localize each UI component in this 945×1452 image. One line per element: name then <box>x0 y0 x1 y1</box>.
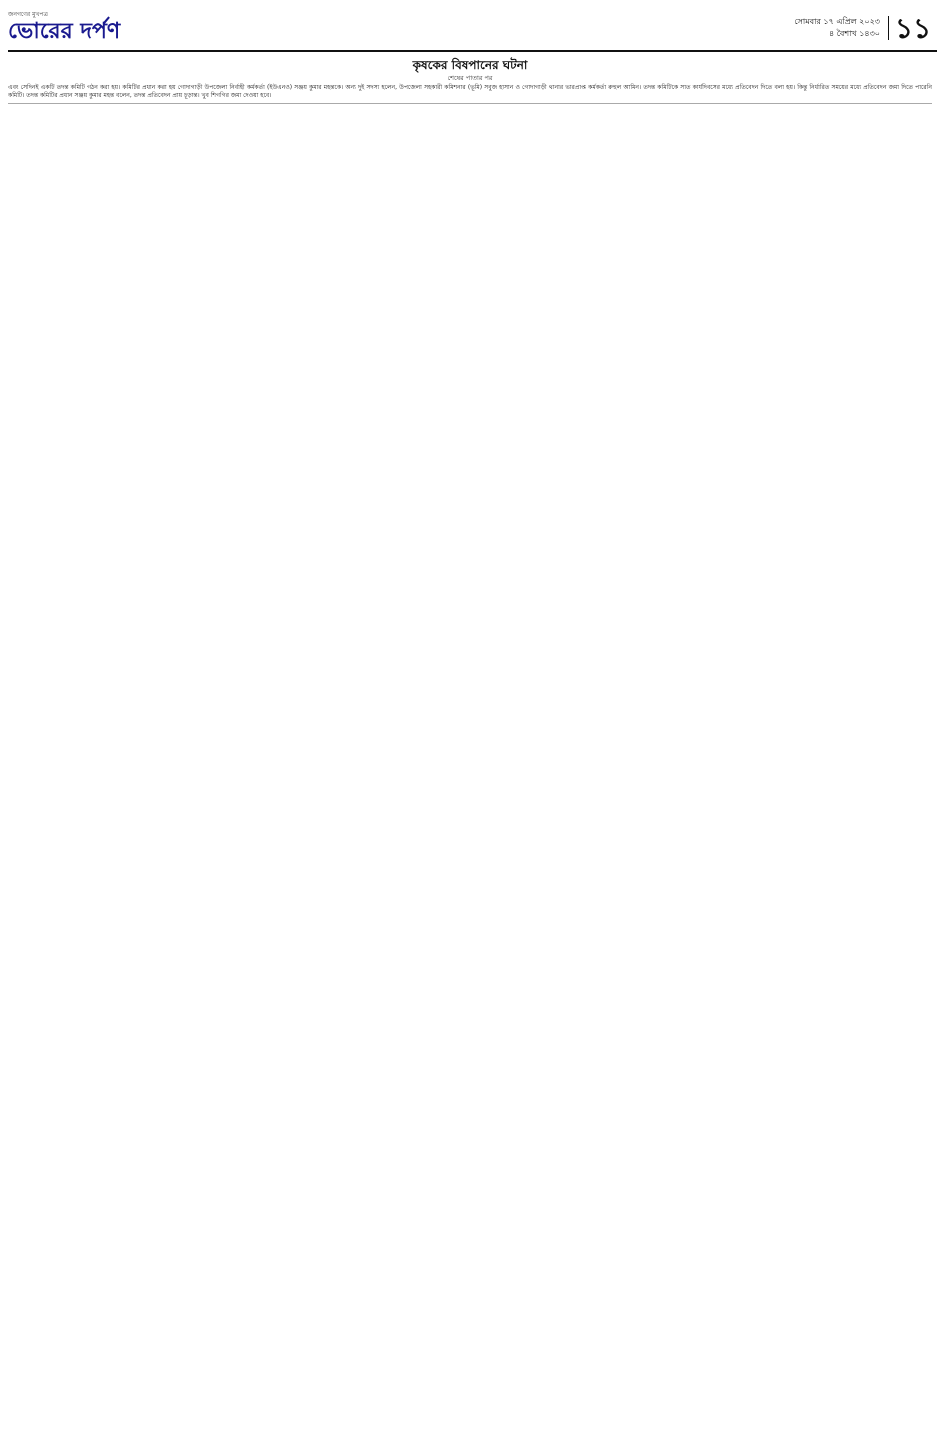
article-headline: কৃষকের বিষপানের ঘটনা <box>412 58 528 72</box>
newspaper-logo <box>8 11 168 46</box>
columns-container <box>8 56 937 1446</box>
article <box>8 58 932 104</box>
column-1 <box>8 56 937 1446</box>
masthead <box>8 6 937 52</box>
logo-text: ভোরের দর্পণ <box>8 18 121 44</box>
article-continuation-note: শেষের পাতার পর <box>447 74 493 82</box>
article-body: এবং সেদিনই একটি তদন্ত কমিটি গঠন করা হয়। কমিটির প্রধান করা হয় গোদাগাড়ী উপজেলা নির্বাহী কর্মকর্তা (ইউএনও) সঞ্জয় কুমার মহন্তকে। অন্য দুই সদস্য হলেন, উপজেলা সহকারী কমিশনার (ভূমি) সবুজ হাসান ও গোদাগাড়ী থানার ভারপ্রাপ্ত কর্মকর্তা রুহুল আমিন। তদন্ত কমিটিকে সাত কার্যদিবসের মধ্যে প্রতিবেদন দিতে বলা হয়। কিন্তু নির্ধারিত সময়ের মধ্যে প্রতিবেদন জমা দিতে পারেনি কমিটি। তদন্ত কমিটির প্রধান সঞ্জয় কুমার মহন্ত বলেন, তদন্ত প্রতিবেদন প্রায় চূড়ান্ত। খুব শিগগির জমা দেওয়া হবে। <box>8 84 932 99</box>
date-box <box>794 16 889 40</box>
logo-tagline: জনগণের মুখপত্র <box>8 10 48 18</box>
page-number: ১১ <box>894 11 932 45</box>
date-line-2: ৪ বৈশাখ ১৪৩০ <box>828 29 880 38</box>
date-line-1: সোমবার ১৭ এপ্রিল ২০২৩ <box>794 17 880 26</box>
